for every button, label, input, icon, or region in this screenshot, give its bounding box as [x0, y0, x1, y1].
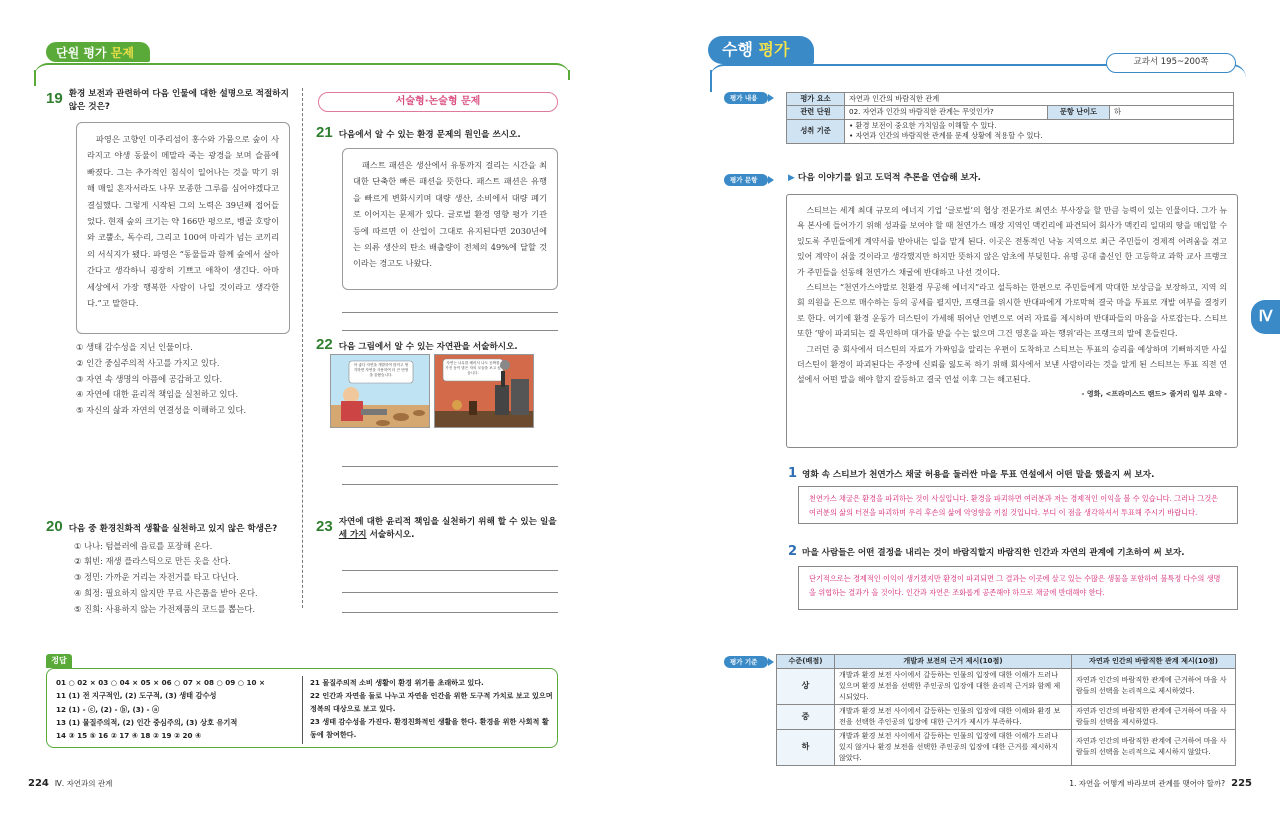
option-2[interactable]: ② 인간 중심주의적 사고를 가지고 있다.: [76, 357, 220, 368]
criteria-level: 상: [777, 668, 835, 704]
criteria-cell: 자연과 인간의 바람직한 관계에 근거하여 마을 사람들의 선택을 제시하였다.: [1072, 704, 1236, 729]
option-3[interactable]: ③ 자연 속 생명의 아픔에 공감하고 있다.: [76, 373, 223, 384]
criteria-table: [776, 654, 1236, 766]
question-number: 19: [46, 90, 63, 107]
criteria-header: 수준(배점): [777, 655, 835, 669]
passage-source: - 영화, <프라미스드 랜드> 줄거리 일부 요약 -: [1081, 389, 1227, 398]
question-number: 20: [46, 518, 63, 535]
option-1[interactable]: ① 나나: 텀블러에 음료를 포장해 온다.: [74, 540, 213, 551]
section-tab-highlight: 평가: [758, 40, 790, 59]
answer-line-4: 13 (1) 물질주의적, (2) 인간 중심주의, (3) 상호 유기적: [56, 717, 238, 727]
answer-line[interactable]: [342, 612, 558, 613]
answer-key-divider: [302, 676, 303, 744]
criteria-header: 자연과 인간의 바람직한 관계 제시(10점): [1072, 655, 1236, 669]
question-20: [46, 516, 296, 617]
question-text-end: 서술하시오.: [366, 530, 415, 541]
task-question-2: [788, 542, 1185, 562]
criteria-cell: 개발과 환경 보전 사이에서 갈등하는 인물의 입장에 대한 이해가 드러나 있으며 환경 보전을 선택한 주인공의 입장에 대한 윤리적 근거와 함께 제시되었다.: [835, 668, 1072, 704]
question-text: 영화 속 스티브가 천연가스 채굴 허용을 둘러싼 마을 투표 연설에서 어떤 말을 했을지 써 보자.: [802, 470, 1155, 480]
evaluation-meta-table: [786, 92, 1234, 144]
speech-bubble-right: 자연는 나무를 베어서 나도 공짜를 가진 동이 많은 자의 모습을 보고 싶습니다.: [445, 361, 501, 376]
story-passage: [786, 194, 1238, 448]
meta-label: 성취 기준: [787, 119, 845, 143]
tag-evaluation-question: 평가 문항: [724, 174, 768, 186]
meta-label: 문항 난이도: [1048, 106, 1110, 119]
answer-key-right: [310, 676, 554, 742]
criteria-level: 하: [777, 729, 835, 765]
column-divider: [302, 88, 303, 608]
question-number: 2: [788, 544, 798, 559]
model-answer-1: 천연가스 채굴은 환경을 파괴하는 것이 사실입니다. 환경을 파괴하면 여러분과 저는 경제적인 이익을 볼 수 있습니다. 그러나 그것은 여러분의 삶의 터전을 파괴하며 우리 후손의 삶에 악영향을 끼칠 것입니다. 부디 이 점을 생각하셔서 투표해 주시기 바랍니다.: [798, 486, 1238, 524]
page-number: 224: [28, 778, 49, 789]
left-frame-right-tick: [568, 70, 570, 80]
left-folio: [28, 776, 112, 791]
passage-paragraph-1: 스티브는 세계 최대 규모의 에너지 기업 ‘글로벌’의 협상 전문가로 최연소 부사장을 할 만큼 능력이 있는 인물이다. 그가 뉴욕 본사에 들어가기 위해 성과를 보여야 할 때 천연가스 매장 지역인 맥킨리에 파견되어 회사가 맥킨리 일대의 땅을 매입할 수 있도록 주민들에게 계약서를 받아내는 일을 맡게 된다. 이곳은 전통적인 낙농 지역으로 최근 주민들이 경제적 어려움을 겪고 있어 계약이 쉬울 것이라고 생각했지만 하지만 뜻하지 않은 암초에 부딪힌다. 유명 공대 출신인 한 고등학교 과학 교사 프랭크가 주민들을 선동해 천연가스 채굴에 반대하고 나선 것이다.: [797, 206, 1227, 277]
section-tab-highlight: 문제: [110, 46, 134, 60]
option-3[interactable]: ③ 정민: 가까운 거리는 자전거를 타고 다닌다.: [74, 572, 239, 582]
answer-key-left: [56, 676, 296, 743]
answer-line[interactable]: [342, 330, 558, 331]
meta-value: [845, 119, 1234, 143]
meta-value: 하: [1110, 106, 1234, 119]
tag-evaluation-criteria: 평가 기준: [724, 656, 768, 668]
option-1[interactable]: ① 생태 감수성을 지닌 인물이다.: [76, 342, 193, 352]
meta-value: 자연과 인간의 바람직한 관계: [845, 93, 1234, 106]
q19-story-box: [76, 122, 290, 334]
question-number: 1: [788, 466, 798, 481]
answer-line-21: 21 물질주의적 소비 생활이 환경 위기를 초래하고 있다.: [310, 678, 484, 687]
question-23: [316, 516, 560, 543]
criteria-cell: 개발과 환경 보전 사이에서 갈등하는 인물의 입장에 대한 이해와 환경 보전을 선택한 주인공의 입장에 대한 근거가 제시가 부족하다.: [835, 704, 1072, 729]
answer-line[interactable]: [342, 592, 558, 593]
criteria-level: 중: [777, 704, 835, 729]
folio-title: Ⅳ. 자연과의 관계: [54, 779, 113, 788]
option-2[interactable]: ② 휘빈: 재생 플라스틱으로 만든 옷을 산다.: [74, 556, 231, 567]
question-text: 마을 사람들은 어떤 결정을 내리는 것이 바람직할지 바람직한 인간과 자연의 관계에 기초하여 써 보자.: [802, 548, 1185, 558]
criteria-cell: 개발과 환경 보전 사이에서 갈등하는 인물의 입장에 대한 이해가 드러나 있지 않거나 환경 보전을 선택한 주인공의 입장에 대한 근거를 제시하지 않았다.: [835, 729, 1072, 765]
section-tab-label: 단원 평가: [56, 46, 107, 60]
task-question-1: [788, 464, 1154, 484]
meta-value: 02. 자연과 인간의 바람직한 관계는 무엇인가?: [845, 106, 1048, 119]
answer-line[interactable]: [342, 484, 558, 485]
essay-section-header: 서술형·논술형 문제: [318, 92, 558, 112]
question-number: 21: [316, 124, 333, 141]
task-heading-text: 다음 이야기를 읽고 도덕적 추론을 연습해 보자.: [797, 173, 982, 183]
question-text: [339, 516, 560, 543]
section-tab-performance: [708, 36, 814, 64]
question-number: 23: [316, 518, 333, 535]
q19-options: [76, 340, 296, 419]
task-heading: [788, 172, 981, 185]
passage-paragraph-2: 스티브는 “천연가스야말로 친환경 무공해 에너지”라고 설득하는 한편으로 주민들에게 막대한 보상금을 보장하고, 지역 의회 의원을 돈으로 매수하는 등의 공세를 펼지만, 프랭크를 위시한 반대파에게 가로막혀 결국 마을 투표로 개발 여부를 결정키로 한다. 여기에 환경 운동가 더스틴이 가세해 뛰어난 언변으로 여러 자료를 제시하며 반대파들의 마음을 사로잡는다. 스티브 또한 ‘땅이 파괴되는 걸 목인하며 대가를 받을 수는 없으며 그건 영혼을 파는 행위’라는 프랭크의 말에 흔들린다.: [797, 283, 1227, 339]
option-4[interactable]: ④ 희정: 필요하지 않지만 무료 사은품을 받아 온다.: [74, 587, 258, 598]
criteria-cell: 자연과 인간의 바람직한 관계에 근거하여 마을 사람들의 선택을 논리적으로 제시하였다.: [1072, 668, 1236, 704]
option-5[interactable]: ⑤ 진희: 사용하지 않는 가전제품의 코드를 뽑는다.: [74, 603, 255, 614]
meta-label: 관련 단원: [787, 106, 845, 119]
criteria-row: [777, 668, 1236, 704]
question-19: [46, 88, 292, 115]
folio-title: 1. 자연을 어떻게 바라보며 관계를 맺어야 할까?: [1069, 779, 1226, 788]
section-tab-label: 수행: [722, 40, 753, 59]
std-line-2: • 자연과 인간의 바람직한 관계를 문제 상황에 적용할 수 있다.: [849, 131, 1043, 141]
answer-line[interactable]: [342, 312, 558, 313]
q21-story-box: [342, 148, 558, 290]
meta-label: 평가 요소: [787, 93, 845, 106]
answer-line-23: 23 생태 감수성을 가진다. 환경친화적인 생활을 한다. 환경을 위한 사회적 활동에 참여한다.: [310, 717, 549, 740]
question-text: 환경 보전과 관련하여 다음 인물에 대한 설명으로 적절하지 않은 것은?: [68, 89, 289, 113]
right-frame-left-tick: [710, 70, 712, 92]
answer-line-22: 22 인간과 자연을 둘로 나누고 자연을 인간을 위한 도구적 가치로 보고 있으며 정복의 대상으로 보고 있다.: [310, 691, 553, 714]
question-21: [316, 122, 560, 145]
criteria-row: [777, 704, 1236, 729]
std-line-1: • 환경 보전이 중요한 가치임을 이해할 수 있다.: [849, 120, 997, 130]
criteria-cell: 자연과 인간의 바람직한 관계에 근거하여 마을 사람들의 선택을 논리적으로 제시하지 않았다.: [1072, 729, 1236, 765]
question-text: 다음 그림에서 알 수 있는 자연관을 서술하시오.: [338, 342, 518, 352]
question-text: 다음 중 환경친화적 생활을 실천하고 있지 않은 학생은?: [68, 524, 278, 534]
question-text: 다음에서 알 수 있는 환경 문제의 원인을 쓰시오.: [338, 130, 521, 140]
answer-line-2: 11 (1) 전 지구적인, (2) 도구적, (3) 생태 감수성: [56, 691, 217, 701]
criteria-header: 개발과 보전의 근거 제시(10점): [835, 655, 1072, 669]
answer-line-3: 12 (1) - ⓒ, (2) - ⓑ, (3) - ⓐ: [56, 704, 160, 714]
option-5[interactable]: ⑤ 자신의 삶과 자연의 연결성을 이해하고 있다.: [76, 405, 247, 415]
option-4[interactable]: ④ 자연에 대한 윤리적 책임을 실천하고 있다.: [76, 389, 239, 400]
speech-bubble-left: 아 좋다 자연을 개발하여 많이고 생각하면 자연을 사용하여 더 큰 번영을 꿈꿨습니다.: [353, 363, 409, 378]
answer-line[interactable]: [342, 466, 558, 467]
arrow-icon: ▶: [788, 173, 795, 183]
model-answer-2: 단기적으로는 경제적인 이익이 생기겠지만 환경이 파괴되면 그 결과는 이곳에 살고 있는 수많은 생물을 포함하여 불특정 다수의 생명을 위협하는 결과가 올 것이다. 인간과 자연은 조화롭게 공존해야 하므로 채굴에 반대해야 한다.: [798, 566, 1238, 610]
passage-paragraph-3: 그러던 중 회사에서 더스틴의 자료가 가짜임을 알리는 우편이 도착하고 스티브는 투표의 승리를 예상하며 기뻐하지만 사실 더스틴이 환경이 파괴된다는 주장에 신뢰를 잃도록 하기 위해 회사에서 보낸 사람이라는 것을 알게 된 스티브는 투표 직전 연설에서 어떤 말을 해야 할지 갈등하고 결국 연설 이후 그는 해고된다.: [797, 344, 1227, 385]
q19-story-text: 파영은 고향인 미주리섬이 홍수와 가뭄으로 숲이 사라지고 야생 동물이 메말라 죽는 광경을 보며 슬픔에 빠졌다. 그는 추가적인 침식이 일어나는 것을 막기 위해 매일 혼자서라도 나무 모종한 그루를 심어야겠다고 결심했다. 그렇게 시작된 그의 노력은 39년째 접어들었다. 현재 숲의 크기는 약 166만 평으로, 벵골 호랑이와 코뿔소, 독수리, 그리고 100여 마리가 넘는 코끼리의 서식지가 됐다. 파영은 “동물들과 함께 숲에서 살아간다고 생각하니 굉장히 기쁘고 애착이 생긴다. 아마 세상에서 가장 행복한 사람이 나일 것이라고 생각한다.”고 말한다.: [87, 134, 279, 309]
textbook-reference: 교과서 195~200쪽: [1106, 53, 1236, 73]
answer-key-label: 정답: [46, 654, 72, 668]
right-folio: [1069, 776, 1252, 791]
question-number: 22: [316, 336, 333, 353]
answer-line[interactable]: [342, 570, 558, 571]
criteria-row: [777, 729, 1236, 765]
page-number: 225: [1231, 778, 1252, 789]
chapter-badge: Ⅳ: [1251, 300, 1280, 334]
left-frame-left-tick: [34, 70, 36, 86]
tag-evaluation-content: 평가 내용: [724, 92, 768, 104]
question-text-main: 자연에 대한 윤리적 책임을 실천하기 위해 할 수 있는 일을: [338, 517, 557, 527]
illustration-logging: [330, 354, 430, 428]
illustration-factory: [434, 354, 534, 428]
answer-line-1: 01 ○ 02 × 03 ○ 04 × 05 × 06 ○ 07 × 08 ○ 09 ○ 10 ×: [56, 678, 266, 687]
q21-story-text: 패스트 패션은 생산에서 유통까지 걸리는 시간을 최대한 단축한 빠른 패션을 뜻한다. 패스트 패션은 유행을 빠르게 변화시키며 대량 생산, 소비에서 대량 폐기로 이어지는 문제가 있다. 글로벌 환경 영향 평가 기관 등에 따르면 이 산업이 그대로 유지된다면 2030년에는 의류 생산의 탄소 배출량이 전체의 49%에 달할 것이라는 경고도 나왔다.: [353, 160, 547, 269]
question-text-emphasis: 세 가지: [338, 530, 367, 541]
section-tab-unit-review: [46, 42, 150, 62]
answer-line-5: 14 ③ 15 ⑤ 16 ② 17 ④ 18 ② 19 ② 20 ④: [56, 731, 202, 741]
